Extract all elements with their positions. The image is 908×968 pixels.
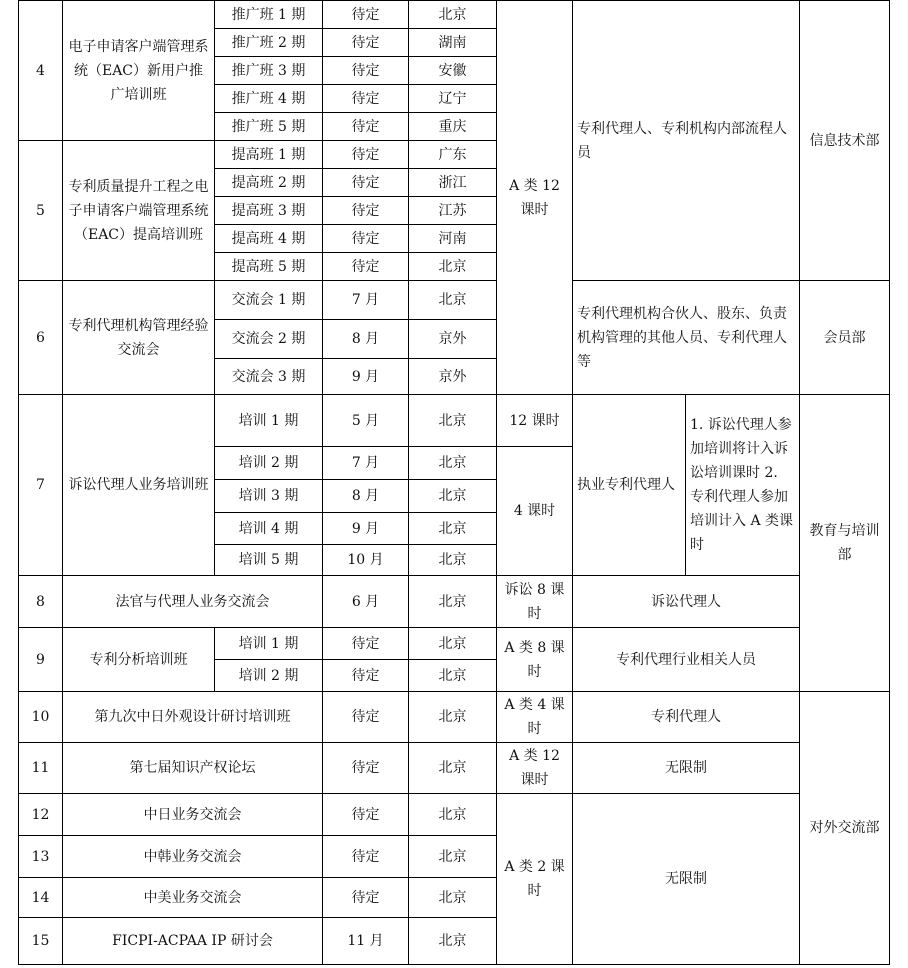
session-place: 北京 — [409, 794, 497, 836]
session-time: 7 月 — [323, 447, 409, 480]
course-name: 专利代理机构管理经验交流会 — [63, 281, 215, 395]
session-place: 京外 — [409, 359, 497, 395]
target-audience: 执业专利代理人 — [573, 395, 686, 576]
table-row — [19, 281, 890, 320]
course-name: 专利质量提升工程之电子申请客户端管理系统（EAC）提高培训班 — [63, 141, 215, 281]
credit-hours: 4 课时 — [497, 447, 573, 576]
session-time: 8 月 — [323, 480, 409, 513]
row-number: 11 — [19, 743, 63, 794]
session-label: 培训 2 期 — [215, 447, 323, 480]
session-place: 北京 — [409, 836, 497, 878]
course-name: FICPI-ACPAA IP 研讨会 — [63, 918, 323, 965]
session-time: 7 月 — [323, 281, 409, 320]
session-label: 交流会 3 期 — [215, 359, 323, 395]
row-number: 7 — [19, 395, 63, 576]
credit-hours: 12 课时 — [497, 395, 573, 447]
session-time: 待定 — [323, 29, 409, 57]
session-time: 待定 — [323, 141, 409, 169]
session-label: 提高班 3 期 — [215, 197, 323, 225]
target-audience: 专利代理行业相关人员 — [573, 628, 800, 692]
session-place: 北京 — [409, 628, 497, 660]
department: 对外交流部 — [800, 692, 890, 965]
session-time: 待定 — [323, 57, 409, 85]
target-audience: 专利代理机构合伙人、股东、负责机构管理的其他人员、专利代理人等 — [573, 281, 800, 395]
session-time: 5 月 — [323, 395, 409, 447]
session-time: 待定 — [323, 836, 409, 878]
session-place: 北京 — [409, 576, 497, 628]
session-place: 河南 — [409, 225, 497, 253]
session-time: 9 月 — [323, 513, 409, 545]
table-row — [19, 794, 890, 836]
target-audience: 无限制 — [573, 794, 800, 965]
session-place: 重庆 — [409, 113, 497, 141]
session-place: 北京 — [409, 878, 497, 918]
session-label: 提高班 1 期 — [215, 141, 323, 169]
row-number: 15 — [19, 918, 63, 965]
session-time: 11 月 — [323, 918, 409, 965]
row-number: 6 — [19, 281, 63, 395]
table-row — [19, 628, 890, 660]
remark: 1. 诉讼代理人参加培训将计入诉讼培训课时 2. 专利代理人参加培训计入 A 类课时 — [686, 395, 800, 576]
session-place: 北京 — [409, 513, 497, 545]
session-time: 待定 — [323, 225, 409, 253]
course-name: 中韩业务交流会 — [63, 836, 323, 878]
credit-hours: A 类 2 课时 — [497, 794, 573, 965]
session-label: 推广班 4 期 — [215, 85, 323, 113]
course-name: 专利分析培训班 — [63, 628, 215, 692]
target-audience: 专利代理人 — [573, 692, 800, 743]
session-time: 待定 — [323, 85, 409, 113]
row-number: 8 — [19, 576, 63, 628]
course-name: 诉讼代理人业务培训班 — [63, 395, 215, 576]
credit-hours: 诉讼 8 课时 — [497, 576, 573, 628]
session-place: 广东 — [409, 141, 497, 169]
session-place: 京外 — [409, 320, 497, 359]
table-row — [19, 576, 890, 628]
session-place: 北京 — [409, 281, 497, 320]
course-name: 电子申请客户端管理系统（EAC）新用户推广培训班 — [63, 1, 215, 141]
session-place: 北京 — [409, 447, 497, 480]
session-place: 江苏 — [409, 197, 497, 225]
session-time: 待定 — [323, 878, 409, 918]
session-time: 8 月 — [323, 320, 409, 359]
session-place: 北京 — [409, 1, 497, 29]
session-time: 待定 — [323, 692, 409, 743]
row-number: 9 — [19, 628, 63, 692]
session-label: 培训 2 期 — [215, 660, 323, 692]
session-time: 待定 — [323, 113, 409, 141]
session-place: 北京 — [409, 395, 497, 447]
department: 信息技术部 — [800, 1, 890, 281]
session-label: 推广班 2 期 — [215, 29, 323, 57]
session-place: 北京 — [409, 918, 497, 965]
session-place: 北京 — [409, 660, 497, 692]
row-number: 14 — [19, 878, 63, 918]
session-label: 培训 1 期 — [215, 628, 323, 660]
session-label: 培训 3 期 — [215, 480, 323, 513]
row-number: 10 — [19, 692, 63, 743]
session-place: 北京 — [409, 743, 497, 794]
session-label: 推广班 1 期 — [215, 1, 323, 29]
session-label: 培训 1 期 — [215, 395, 323, 447]
session-place: 湖南 — [409, 29, 497, 57]
session-time: 待定 — [323, 253, 409, 281]
department: 会员部 — [800, 281, 890, 395]
session-place: 浙江 — [409, 169, 497, 197]
session-time: 10 月 — [323, 545, 409, 576]
session-place: 北京 — [409, 480, 497, 513]
session-time: 待定 — [323, 197, 409, 225]
course-name: 法官与代理人业务交流会 — [63, 576, 323, 628]
session-label: 提高班 4 期 — [215, 225, 323, 253]
course-name: 中日业务交流会 — [63, 794, 323, 836]
target-audience: 专利代理人、专利机构内部流程人员 — [573, 1, 800, 281]
session-time: 待定 — [323, 1, 409, 29]
session-label: 交流会 2 期 — [215, 320, 323, 359]
session-time: 待定 — [323, 628, 409, 660]
session-label: 提高班 5 期 — [215, 253, 323, 281]
row-number: 4 — [19, 1, 63, 141]
session-time: 6 月 — [323, 576, 409, 628]
session-time: 待定 — [323, 169, 409, 197]
row-number: 5 — [19, 141, 63, 281]
session-label: 提高班 2 期 — [215, 169, 323, 197]
row-number: 13 — [19, 836, 63, 878]
course-name: 第七届知识产权论坛 — [63, 743, 323, 794]
session-place: 辽宁 — [409, 85, 497, 113]
session-place: 北京 — [409, 692, 497, 743]
table-row — [19, 692, 890, 743]
table-row — [19, 1, 890, 29]
session-label: 推广班 5 期 — [215, 113, 323, 141]
table-row — [19, 743, 890, 794]
department: 教育与培训部 — [800, 395, 890, 692]
row-number: 12 — [19, 794, 63, 836]
credit-hours: A 类 12 课时 — [497, 1, 573, 395]
session-place: 北京 — [409, 545, 497, 576]
session-label: 推广班 3 期 — [215, 57, 323, 85]
target-audience: 诉讼代理人 — [573, 576, 800, 628]
session-time: 待定 — [323, 794, 409, 836]
credit-hours: A 类 4 课时 — [497, 692, 573, 743]
course-name: 第九次中日外观设计研讨培训班 — [63, 692, 323, 743]
session-time: 待定 — [323, 743, 409, 794]
training-schedule-table — [18, 0, 890, 965]
table-row — [19, 395, 890, 447]
session-time: 待定 — [323, 660, 409, 692]
credit-hours: A 类 12 课时 — [497, 743, 573, 794]
course-name: 中美业务交流会 — [63, 878, 323, 918]
session-label: 交流会 1 期 — [215, 281, 323, 320]
session-place: 安徽 — [409, 57, 497, 85]
session-place: 北京 — [409, 253, 497, 281]
session-time: 9 月 — [323, 359, 409, 395]
session-label: 培训 4 期 — [215, 513, 323, 545]
credit-hours: A 类 8 课时 — [497, 628, 573, 692]
session-label: 培训 5 期 — [215, 545, 323, 576]
target-audience: 无限制 — [573, 743, 800, 794]
